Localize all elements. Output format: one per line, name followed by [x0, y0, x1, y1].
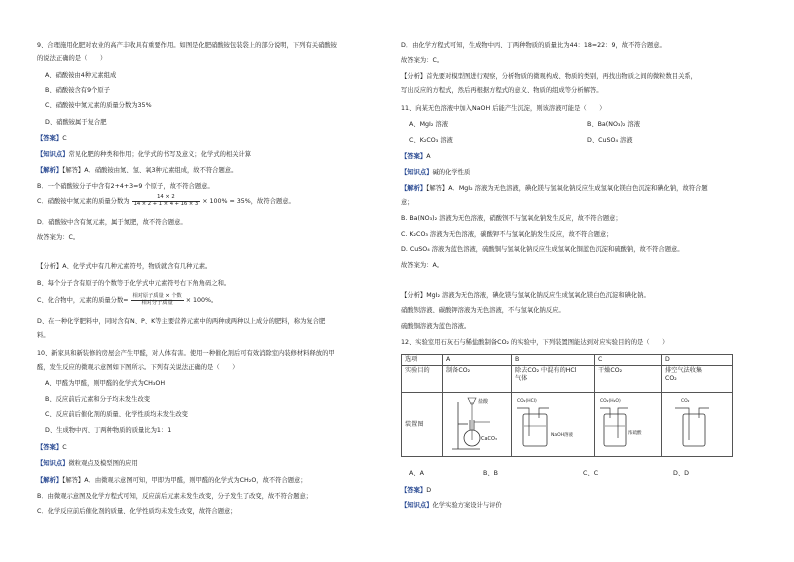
table-cell: A: [443, 355, 512, 366]
element-fraction-formula: $\frac{\text{相对原子质量 × 个数}}{\text{相对分子质量}}$: [132, 293, 182, 306]
q11-explain-2: 意；: [401, 199, 414, 206]
q10-option-a: A、甲醛为甲醛，则甲醛的化学式为CH₃OH: [45, 380, 166, 387]
table-cell: 除去CO₂ 中混有的HCl 气体: [512, 366, 595, 393]
hydrochloric-acid-label: 盐酸: [478, 399, 489, 405]
gas-inlet-label: CO₂(HCl): [517, 399, 537, 404]
table-cell: 装置图: [402, 393, 443, 457]
q10-answer: 【答案】C: [37, 444, 67, 451]
table-row: [402, 393, 733, 457]
table-cell: [662, 393, 733, 457]
generator-apparatus-diagram: [446, 394, 506, 452]
q12-option-b: B、B: [483, 470, 498, 477]
q9-explain-4: D．硝酸铵中含有氮元素，属于氮肥，故不符合题意。: [37, 219, 187, 226]
explain-tag: 【解析】: [37, 167, 63, 174]
q9-analysis-5: 料。: [37, 332, 50, 339]
q11-analysis-3: 硫酸铜溶液为蓝色溶液。: [401, 323, 471, 330]
q9-answer: [37, 134, 67, 143]
table-cell: 选项: [402, 355, 443, 366]
q9-explain-5: 故答案为：C。: [37, 234, 80, 241]
q10-option-d: D、生成物中丙、丁两种物质的质量比为1：1: [45, 427, 172, 434]
table-cell: B: [512, 355, 595, 366]
q11-option-d: D、CuSO₄ 溶液: [587, 137, 633, 144]
q9-explain-3: C．硝酸铵中氮元素的质量分数为 $\frac{14 \times 2}{14 \times 2 + 1 \times 4 + 16 \times 3}$ × 100% = 35%，故符合题意。: [37, 194, 295, 207]
q9-analysis-2: B、每个分子含有原子的个数等于化学式中元素符号右下角角码之和。: [37, 280, 231, 287]
sodium-hydroxide-label: NaOH溶液: [551, 433, 574, 438]
table-cell: C: [595, 355, 662, 366]
q11-analysis-1: 【分析】MgI₂ 溶液为无色溶液，碘化镁与氢氧化钠反应生成氢氧化镁白色沉淀和碘化钠。: [401, 292, 650, 299]
q12-answer: 【答案】D: [401, 487, 432, 494]
q10-explain-final: 故答案为：C。: [401, 57, 444, 64]
table-row: [402, 355, 733, 366]
q12-option-c: C、C: [583, 470, 599, 477]
q11-stem: 11、向某无色溶液中加入NaOH 后能产生沉淀，则该溶液可能是（ ）: [401, 105, 606, 112]
collecting-bottle-diagram: [665, 394, 727, 452]
table-cell: 干燥CO₂: [595, 366, 662, 393]
q9-analysis-4: D、在一种化学肥料中，同时含有N、P、K等主要营养元素中的两种或两种以上成分的肥料，称为复合肥: [37, 318, 326, 325]
q11-explain-3: B. Ba(NO₃)₂ 溶液为无色溶液，硝酸钡不与氢氧化钠发生反应，故不符合题意；: [401, 215, 622, 222]
table-cell: 排空气法收集 CO₂: [662, 366, 733, 393]
q11-option-b: B、Ba(NO₃)₂ 溶液: [587, 121, 641, 128]
q10-stem-line1: 10、新家具和新装修的房屋会产生甲醛，对人体有害。使用一种催化剂后可有效消除室内装修材料释放的甲: [37, 350, 335, 357]
q10-explain-d: D．由化学方程式可知，生成物中丙、丁两种物质的质量比为44：18=22：9，故不符合题意。: [401, 42, 666, 49]
q12-option-a: A、A: [409, 470, 424, 477]
q9-knowledge-point: [37, 150, 251, 159]
q10-stem-line2: 醛，发生反应的微观示意图如下图所示。下列有关说法正确的是（ ）: [37, 364, 239, 371]
answer-tag: 【答案】: [37, 135, 63, 142]
table-cell: D: [662, 355, 733, 366]
table-cell: [595, 393, 662, 457]
q9-explain-1: 【解析】【解答】A．硝酸铵由氮、氢、氧3种元素组成，故不符合题意。: [37, 167, 238, 174]
q10-analysis-2: 写出反应的方程式，然后再根据方程式的意义、物质的组成等分析解答。: [401, 87, 603, 94]
answer-value: C: [62, 135, 67, 142]
q9-stem-line1: 9、合理施用化肥对农业的高产丰收具有重要作用。如图是化肥硝酸铵包装袋上的部分说明，下列有关硝酸铵: [37, 42, 337, 49]
left-column: [37, 0, 397, 562]
washing-bottle-diagram: [515, 394, 589, 452]
q9-stem-line2: 的说法正确的是（ ）: [37, 55, 107, 62]
q10-explain-3: C．化学反应前后催化剂的质量、化学性质均未发生改变，故符合题意；: [37, 508, 237, 515]
q9-analysis-1: 【分析】A、化学式中有几种元素符号，物质就含有几种元素。: [37, 263, 212, 270]
q10-knowledge-point: 【知识点】微粒观点及模型图的应用: [37, 460, 138, 467]
wet-gas-label: CO₂(H₂O): [600, 399, 621, 404]
q11-explain-4: C. K₂CO₃ 溶液为无色溶液，碳酸钾不与氢氧化钠发生反应，故不符合题意；: [401, 231, 613, 238]
q9-option-a: A、硝酸铵由4种元素组成: [45, 72, 117, 79]
q11-explain-1: 【解析】【解答】A．MgI₂ 溶液为无色溶液，碘化镁与氢氧化钠反应生成氢氧化镁白色沉淀和碘化钠，故符合题: [401, 185, 708, 192]
knowledge-text: 常见化肥的种类和作用；化学式的书写及意义；化学式的相关计算: [68, 151, 252, 158]
table-cell: [443, 393, 512, 457]
table-cell: [512, 393, 595, 457]
table-row: [402, 366, 733, 393]
table-cell: 制备CO₂: [443, 366, 512, 393]
q9-option-d: D、硝酸铵属于复合肥: [45, 119, 107, 126]
right-column: [401, 0, 761, 562]
q11-answer: 【答案】A: [401, 153, 431, 160]
mass-fraction-formula: $\frac{14 \times 2}{14 \times 2 + 1 \times 4 + 16 \times 3}$: [133, 194, 199, 207]
q9-option-b: B、硝酸铵含有9个原子: [45, 87, 110, 94]
q11-analysis-2: 硝酸钡溶液、碳酸钾溶液为无色溶液，不与氢氧化钠反应。: [401, 307, 565, 314]
q12-knowledge-point: 【知识点】化学实验方案设计与评价: [401, 502, 502, 509]
sulfuric-acid-label: 浓硫酸: [628, 431, 642, 436]
q10-option-b: B、反应前后元素和分子均未发生改变: [45, 396, 151, 403]
q12-options-table: [401, 354, 733, 457]
q9-analysis-3: C、化合物中，元素的质量分数= $\frac{\text{相对原子质量 × 个数}}{\text{相对分子质量}}$ × 100%。: [37, 293, 218, 306]
q11-option-c: C、K₂CO₃ 溶液: [409, 137, 453, 144]
q12-option-d: D、D: [673, 470, 689, 477]
q9-option-c: C、硝酸铵中氮元素的质量分数为35%: [45, 102, 152, 109]
q11-option-a: A、MgI₂ 溶液: [409, 121, 449, 128]
q10-analysis-1: 【分析】首先要对模型图进行观察，分析物质的微观构成、物质的类别，再找出物质之间的微粒数目关系，: [401, 73, 697, 80]
q10-explain-2: B．由微观示意图及化学方程式可知，反应前后元素未发生改变，分子发生了改变，故不符合题意；: [37, 493, 313, 500]
q10-option-c: C、反应前后催化剂的质量、化学性质均未发生改变: [45, 411, 188, 418]
knowledge-tag: 【知识点】: [37, 151, 69, 158]
q11-explain-5: D. CuSO₄ 溶液为蓝色溶液，硫酸铜与氢氧化钠反应生成氢氧化铜蓝色沉淀和硫酸钠，故不符合题意。: [401, 246, 684, 253]
q11-explain-6: 故答案为：A。: [401, 262, 444, 269]
table-cell: 实验目的: [402, 366, 443, 393]
collected-gas-label: CO₂: [681, 399, 690, 404]
calcium-carbonate-label: CaCO₃: [481, 436, 497, 442]
q9-explain-2: B．一个硝酸铵分子中含有2+4+3=9 个原子，故不符合题意。: [37, 183, 214, 190]
q12-stem: 12、实验室用石灰石与稀盐酸制备CO₂ 的实验中，下列装置图能达到对应实验目的的是（ ）: [401, 339, 669, 346]
q10-explain-1: 【解析】【解答】A．由微观示意图可知，甲即为甲醛，则甲醛的化学式为CH₂O，故不符合题意；: [37, 477, 307, 484]
q11-knowledge-point: 【知识点】碱的化学性质: [401, 169, 471, 176]
drying-bottle-diagram: [598, 394, 656, 452]
